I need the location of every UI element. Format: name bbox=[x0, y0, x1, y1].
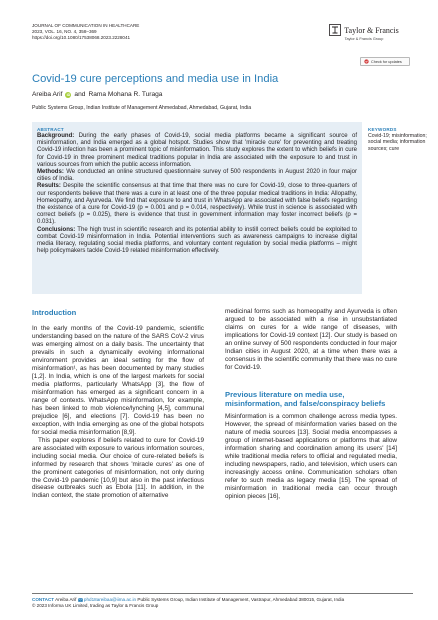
body-paragraph: medicinal forms such as homeopathy and Ayurveda is often argued to be associated with a rise in unsubstantiated claims on cures for a wide range of diseases, with implications for Covid-19 context [12]. Our study is based on an online survey of 500 respondents conducted in four major Indian cities in August 2020, at a time when there was a consensus in the scientific community that there was no cure for Covid-19. bbox=[225, 308, 397, 371]
body-paragraph: In the early months of the Covid-19 pandemic, scientific understanding based on the nature of the SARS CoV-2 virus was emerging almost on a daily basis. The uncertainty that prevails in such a dynamically evolving informational environment provides an ideal setting for the flow of misinformation¹, as has been documented by many studies [1,2]. In India, which is one of the largest markets for social media platforms, particularly WhatsApp [3], the flow of misinformation has emerged as a significant concern in a range of contexts. WhatsApp misinformation, for example, has been linked to mob violence/lynching [4,5], communal prejudice [6], and elections [7]. Covid-19 has been no exception, with India emerging as one of the global hotspots for social media misinformation [8,9]. bbox=[32, 325, 204, 436]
body-paragraph: This paper explores if beliefs related to cure for Covid-19 are associated with exposure to various information sources, including social media. Our choice of cure-related beliefs is informed by research that shows 'miracle cures' as one of the prominent categories of misinformation, not only during the Covid-19 pandemic [10,9] but also in the past infectious disease outbreaks such as Ebola [11]. In addition, in the Indian context, the state promotion of alternative bbox=[32, 436, 204, 500]
check-for-updates-button[interactable] bbox=[360, 57, 410, 66]
footer bbox=[32, 593, 413, 609]
journal-doi[interactable]: https://doi.org/10.1080/17538068.2023.2228041 bbox=[32, 35, 131, 41]
results-label: Results: bbox=[37, 183, 61, 190]
contact-label: CONTACT bbox=[32, 597, 55, 602]
publisher-group: Taylor & Francis Group bbox=[344, 37, 384, 41]
author-name[interactable]: Areiba Arif bbox=[32, 91, 63, 98]
left-column bbox=[32, 308, 204, 500]
publisher-name: Taylor & Francis bbox=[344, 25, 399, 35]
contact-email-link[interactable]: phd18areibaa@iima.ac.in bbox=[83, 597, 137, 602]
taylor-francis-logo-icon bbox=[329, 24, 341, 36]
methods-label: Methods: bbox=[37, 169, 64, 176]
keywords-text: Covid-19; misinformation; social media; information sources; cure bbox=[368, 133, 427, 152]
check-for-updates-label: Check for updates bbox=[371, 59, 402, 64]
orcid-icon[interactable]: iD bbox=[66, 92, 71, 97]
section-heading-previous-literature: Previous literature on media use, misinformation, and false/conspiracy beliefs bbox=[225, 389, 386, 409]
article-title: Covid-19 cure perceptions and media use in India bbox=[32, 73, 279, 85]
abstract-box bbox=[32, 122, 362, 294]
abstract-heading: ABSTRACT bbox=[37, 127, 64, 132]
body-paragraph: Misinformation is a common challenge across media types. However, the spread of misinformation varies based on the nature of media sources [13]. Social media encompasses a group of internet-based applications or platforms that allow information sharing and coordination among its users' [14] while traditional media refers to official and regulated media, including newspapers, radio, and television, which users can increasingly access online. Communication scholars often refer to such media as legacy media [15]. The spread of misinformation in traditional media can occur through opinion pieces [16], bbox=[225, 413, 397, 500]
background-label: Background: bbox=[37, 133, 75, 139]
conclusions-text: The high trust in scientific research and its potential ability to instill correct beliefs could be exploited to combat Covid-19 misinformation in India. Potential interventions such as awareness campaigns to increase digital media literacy, regulating social media platforms, and voluntary content regulation by social media platforms – might help policymakers tackle Covid-19 related misinformation effectively. bbox=[37, 226, 357, 255]
journal-name: JOURNAL OF COMMUNICATION IN HEALTHCARE bbox=[32, 23, 140, 28]
results-text: Despite the scientific consensus at that time that there was no cure for Covid-19, close to three-quarters of our respondents believe that there was a cure in at least one of the three popular medical traditions in India: Allopathy, Homeopathy, and Ayurveda. We find that exposure to and trust in WhatsApp are associated with false beliefs regarding the existence of a cure for Covid-19 (p = 0.001 and p = 0.014, respectively). While trust in science is associated with correct beliefs (p = 0.025), there is evidence that trust in government information may foster incorrect beliefs (p = 0.031). bbox=[37, 183, 357, 226]
journal-info bbox=[32, 23, 139, 42]
abstract-text bbox=[37, 133, 357, 255]
keywords-block bbox=[368, 127, 428, 152]
contact-address: Public Systems Group, Indian Institute of Management, Vastrapur, Ahmedabad 380015, Gujarat, India bbox=[137, 597, 345, 602]
journal-volume: 2023, VOL. 16, NO. 4, 358–369 bbox=[32, 29, 97, 35]
methods-text: We conducted an online structured questionnaire survey of 500 respondents in August 2020 in four major cities of India. bbox=[37, 169, 357, 183]
email-icon bbox=[78, 598, 83, 602]
check-for-updates-icon bbox=[364, 59, 369, 64]
conclusions-label: Conclusions: bbox=[37, 226, 76, 233]
author-separator: and bbox=[74, 91, 86, 98]
author-list bbox=[32, 91, 162, 98]
affiliation: Public Systems Group, Indian Institute of Management Ahmedabad, Ahmedabad, Gujarat, India bbox=[32, 105, 252, 111]
right-column bbox=[225, 308, 397, 501]
contact-name: Areiba Arif bbox=[55, 597, 77, 602]
background-text: During the early phases of Covid-19, social media platforms became a significant source of misinformation, and India emerged as a global hotspot. Studies show that 'miracle cure' for preventing and treating Covid-19 infection has been a prominent topic of misinformation. This study explores the extent to which beliefs in cure for Covid-19 in three prominent medical traditions popular in India are associated with the exposure to and trust in various sources from which the public access information. bbox=[37, 133, 357, 168]
author-name[interactable]: Rama Mohana R. Turaga bbox=[88, 91, 163, 98]
copyright: © 2023 Informa UK Limited, trading as Taylor & Francis Group bbox=[32, 603, 159, 609]
section-heading-introduction: Introduction bbox=[32, 308, 77, 317]
publisher-logo[interactable] bbox=[318, 24, 410, 41]
keywords-heading: KEYWORDS bbox=[368, 127, 397, 132]
